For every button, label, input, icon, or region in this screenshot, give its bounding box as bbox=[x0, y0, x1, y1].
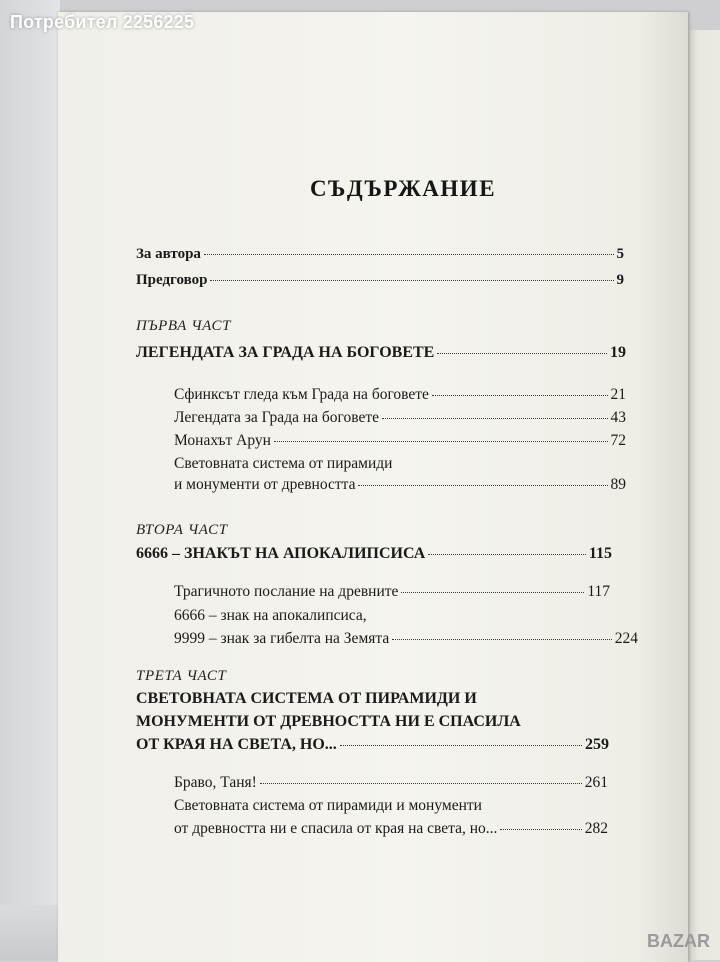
toc-entry-line: 6666 – знак на апокалипсиса, bbox=[174, 607, 367, 624]
dot-leader bbox=[432, 395, 608, 396]
toc-entry-page: 9 bbox=[616, 272, 624, 288]
toc-entry-title: Легендата за Града на боговете bbox=[174, 409, 379, 426]
dot-leader bbox=[358, 485, 607, 486]
toc-entry-title: от древността ни е спасила от края на света, но... bbox=[174, 820, 498, 837]
part-page: 115 bbox=[588, 545, 612, 562]
toc-entry-page: 117 bbox=[587, 583, 610, 600]
toc-entry-title: и монументи от древността bbox=[174, 476, 356, 493]
toc-entry-line: Световната система от пирамиди bbox=[174, 455, 393, 472]
toc-entry bbox=[174, 409, 626, 427]
part-title bbox=[136, 545, 612, 563]
part-page: 19 bbox=[610, 344, 626, 361]
toc-entry-page: 72 bbox=[610, 432, 626, 449]
part-label: ВТОРА ЧАСТ bbox=[136, 522, 228, 538]
toc-entry bbox=[174, 630, 638, 648]
dot-leader bbox=[392, 639, 612, 640]
dot-leader bbox=[428, 554, 586, 555]
site-logo: BAZAR bbox=[647, 931, 710, 951]
dot-leader bbox=[382, 418, 608, 419]
toc-entry-title: Сфинксът гледа към Града на боговете bbox=[174, 386, 429, 403]
part-title-line: МОНУМЕНТИ ОТ ДРЕВНОСТТА НИ Е СПАСИЛА bbox=[136, 713, 521, 730]
toc-entry-about-author bbox=[136, 246, 624, 263]
toc-entry bbox=[174, 476, 626, 494]
toc-entry-title: Браво, Таня! bbox=[174, 774, 257, 791]
part-title-text: ОТ КРАЯ НА СВЕТА, НО... bbox=[136, 736, 337, 753]
toc-entry-title: 9999 – знак за гибелта на Земята bbox=[174, 630, 390, 647]
dot-leader bbox=[437, 353, 607, 354]
toc-entry-title: Трагичното послание на древните bbox=[174, 583, 399, 600]
dot-leader bbox=[500, 829, 581, 830]
dot-leader bbox=[260, 783, 582, 784]
toc-entry bbox=[174, 774, 608, 792]
toc-entry-page: 89 bbox=[610, 476, 626, 493]
toc-title: СЪДЪРЖАНИЕ bbox=[310, 176, 497, 201]
part-title bbox=[136, 344, 626, 362]
dot-leader bbox=[204, 254, 614, 255]
part-title-text: 6666 – ЗНАКЪТ НА АПОКАЛИПСИСА bbox=[136, 545, 426, 562]
toc-entry-title: Монахът Арун bbox=[174, 432, 271, 449]
part-title-line: СВЕТОВНАТА СИСТЕМА ОТ ПИРАМИДИ И bbox=[136, 690, 477, 707]
part-title-text: ЛЕГЕНДАТА ЗА ГРАДА НА БОГОВЕТЕ bbox=[136, 344, 435, 361]
toc-entry bbox=[174, 820, 608, 838]
toc-entry-title: За автора bbox=[136, 246, 201, 262]
part-label: ПЪРВА ЧАСТ bbox=[136, 318, 232, 334]
toc-entry-line: Световната система от пирамиди и монументи bbox=[174, 797, 482, 814]
toc-entry-page: 43 bbox=[610, 409, 626, 426]
part-label: ТРЕТА ЧАСТ bbox=[136, 668, 227, 684]
dot-leader bbox=[274, 441, 608, 442]
toc-entry-page: 224 bbox=[614, 630, 638, 647]
toc-entry-page: 5 bbox=[616, 246, 624, 262]
part-page: 259 bbox=[585, 736, 609, 753]
dot-leader bbox=[401, 592, 584, 593]
toc-entry bbox=[174, 386, 626, 404]
toc-entry-page: 21 bbox=[610, 386, 626, 403]
watermark-username: Потребител 2256225 bbox=[10, 12, 195, 32]
toc-entry-title: Предговор bbox=[136, 272, 208, 288]
toc-entry-preface bbox=[136, 272, 624, 289]
toc-entry-page: 282 bbox=[584, 820, 608, 837]
background-left bbox=[0, 0, 60, 960]
toc-entry bbox=[174, 583, 610, 601]
toc-entry-page: 261 bbox=[584, 774, 608, 791]
part-title bbox=[136, 736, 609, 754]
toc-entry bbox=[174, 432, 626, 450]
dot-leader bbox=[340, 745, 582, 746]
dot-leader bbox=[210, 280, 613, 281]
